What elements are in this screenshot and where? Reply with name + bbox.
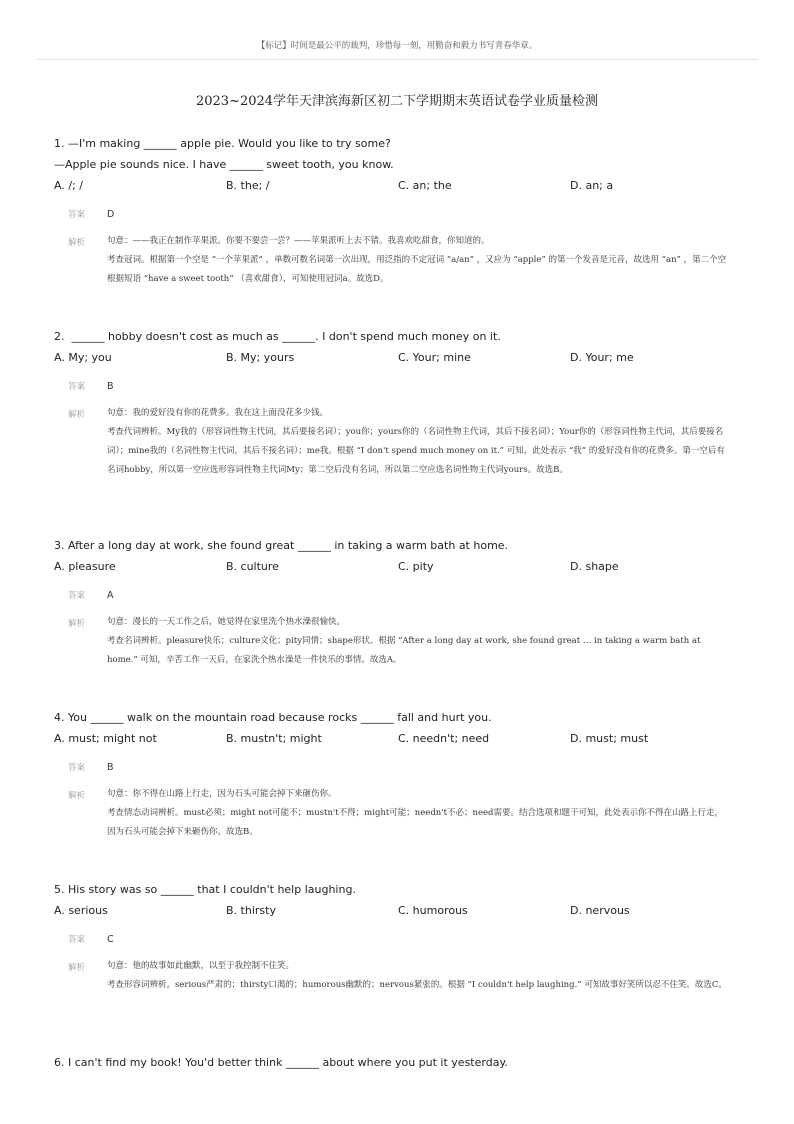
option-b: B. mustn't; might (226, 732, 322, 745)
explanation-tag: 解析 (68, 791, 86, 801)
answer-value: C (107, 934, 114, 945)
question-stem: 4. You ______ walk on the mountain road because rocks ______ fall and hurt you. (54, 711, 492, 724)
question-2 (54, 326, 754, 480)
answer-value: A (107, 590, 114, 601)
option-a: A. serious (54, 904, 108, 917)
option-c: C. needn't; need (398, 732, 490, 745)
explanation-text: 句意：我的爱好没有你的花费多。我在这上面没花多少钱。 考查代词辨析。My我的（形容词性物主代词，其后要接名词）；you你；yours你的（名词性物主代词，其后不接名词）；Your你的（形容词性物主代词，其后要接名词）；mine我的（名词性物主代词，其后不接名词）；me我。根据 “I don't spend much money on it.” 可知，此处表示 “我” 的爱好没有你的花费多。第一空后有名词hobby，所以第一空应选形容词性物主代词My；第二空后没有名词，所以第二空应选名词性物主代词yours。故选B。 (107, 408, 725, 475)
option-d: D. Your; me (570, 351, 634, 364)
option-a: A. must; might not (54, 732, 157, 745)
option-a: A. /; / (54, 179, 83, 192)
answer-tag: 答案 (68, 763, 86, 773)
question-3 (54, 535, 754, 670)
option-b: B. the; / (226, 179, 270, 192)
answer-value: B (107, 762, 114, 773)
question-stem: 5. His story was so ______ that I couldn't help laughing. (54, 883, 356, 896)
question-stem: 1. —I'm making ______ apple pie. Would you like to try some? —Apple pie sounds nice. I have ______ sweet tooth, you know. (54, 137, 394, 171)
answer-tag: 答案 (68, 935, 86, 945)
option-row (54, 556, 754, 577)
question-stem: 2. ______ hobby doesn't cost as much as ______. I don't spend much money on it. (54, 330, 501, 343)
explanation-text: 句意：他的故事如此幽默，以至于我控制不住笑。 考查形容词辨析。serious严肃的；thirsty口渴的；humorous幽默的；nervous紧张的。根据 “I couldn't help laughing.” 可知故事好笑所以忍不住笑。故选C。 (107, 961, 727, 990)
option-c: C. pity (398, 560, 434, 573)
option-d: D. shape (570, 560, 619, 573)
explanation-text: 句意：你不得在山路上行走，因为石头可能会掉下来砸伤你。 考查情态动词辨析。must必须；might not可能不；mustn't不得；might可能；needn't不必；need需要。结合选项和题干可知，此处表示你不得在山路上行走，因为石头可能会掉下来砸伤你。故选B。 (107, 789, 723, 837)
answer-row (54, 931, 754, 951)
option-row (54, 728, 754, 749)
header-divider (36, 59, 758, 60)
option-row (54, 347, 754, 368)
answer-row (54, 378, 754, 398)
answer-row (54, 587, 754, 607)
question-stem: 3. After a long day at work, she found great ______ in taking a warm bath at home. (54, 539, 509, 552)
option-c: C. an; the (398, 179, 452, 192)
page-title: 2023~2024学年天津滨海新区初二下学期期末英语试卷学业质量检测 (195, 94, 599, 109)
option-a: A. My; you (54, 351, 112, 364)
answer-value: D (107, 209, 115, 220)
option-d: D. must; must (570, 732, 649, 745)
answer-tag: 答案 (68, 591, 86, 601)
explanation-row (54, 785, 754, 842)
explanation-row (54, 613, 754, 670)
option-b: B. thirsty (226, 904, 276, 917)
option-d: D. an; a (570, 179, 614, 192)
explanation-row (54, 957, 754, 995)
option-b: B. My; yours (226, 351, 295, 364)
answer-tag: 答案 (68, 382, 86, 392)
question-4 (54, 707, 754, 842)
explanation-tag: 解析 (68, 963, 86, 973)
option-a: A. pleasure (54, 560, 116, 573)
answer-value: B (107, 381, 114, 392)
explanation-text: 句意：漫长的一天工作之后，她觉得在家里洗个热水澡很愉快。 考查名词辨析。pleasure快乐；culture文化；pity同情；shape形状。根据 “After a long day at work, she found great … in taking a warm bath at home.” 可知，辛苦工作一天后，在家洗个热水澡是一件快乐的事情。故选A。 (107, 617, 701, 665)
explanation-row (54, 232, 754, 289)
header-motto: 【标记】时间是最公平的裁判，珍惜每一刻，用勤奋和毅力书写青春华章。 (256, 41, 538, 51)
option-d: D. nervous (570, 904, 630, 917)
answer-row (54, 759, 754, 779)
option-c: C. Your; mine (398, 351, 471, 364)
question-1 (54, 133, 754, 289)
explanation-tag: 解析 (68, 238, 86, 248)
explanation-text: 句意：——我正在制作苹果派。你要不要尝一尝？——苹果派听上去不错。我喜欢吃甜食，你知道的。 考查冠词。根据第一个空是 “一个苹果派” ，单数可数名词第一次出现，用泛指的不定冠词 “a/an” ，又应为 “apple” 的第一个发音是元音，故选用 “an” ，第二个空根据短语 “have a sweet tooth” （喜欢甜食），可知使用冠词a。故选D。 (107, 236, 727, 284)
option-b: B. culture (226, 560, 279, 573)
answer-row (54, 206, 754, 226)
explanation-tag: 解析 (68, 619, 86, 629)
explanation-tag: 解析 (68, 410, 86, 420)
explanation-row (54, 404, 754, 480)
option-row (54, 175, 754, 196)
question-6 (54, 1052, 754, 1073)
option-row (54, 900, 754, 921)
question-stem: 6. I can't find my book! You'd better think ______ about where you put it yesterday. (54, 1056, 508, 1069)
option-c: C. humorous (398, 904, 468, 917)
question-5 (54, 879, 754, 995)
answer-tag: 答案 (68, 210, 86, 220)
